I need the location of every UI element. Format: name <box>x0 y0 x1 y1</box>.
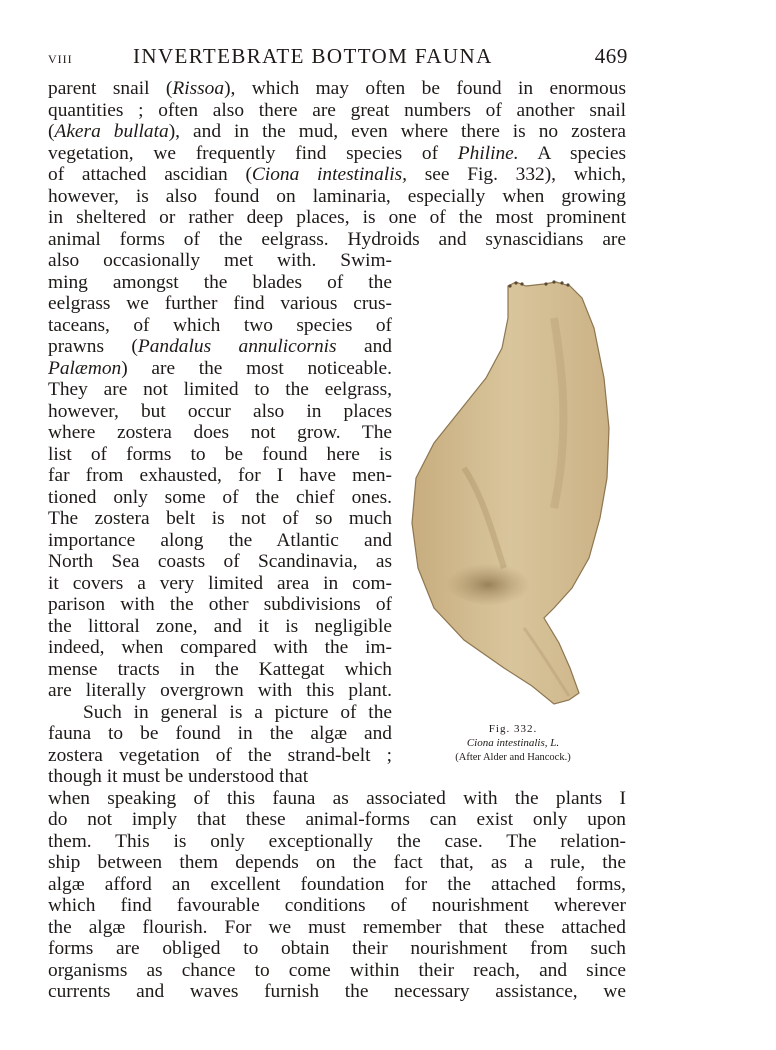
text-line: animal forms of the eelgrass. Hydroids and synascidians are <box>48 228 626 250</box>
ciona-illustration <box>404 268 624 712</box>
text-line: (Akera bullata), and in the mud, even where there is no zostera <box>48 121 627 142</box>
text-line: far from exhausted, for I have men- <box>48 465 392 486</box>
text-line: the littoral zone, and it is negligible <box>48 615 392 637</box>
text-line: it covers a very limited area in com- <box>48 572 392 594</box>
text-line: forms are obliged to obtain their nourishment from such <box>48 938 626 959</box>
running-header <box>48 44 628 72</box>
text-line: tioned only some of the chief ones. <box>48 486 392 508</box>
text-line: currents and waves furnish the necessary assistance, we <box>48 981 626 1002</box>
text-line: parent snail (Rissoa), which may often be found in enormous <box>48 78 626 99</box>
text-line: however, but occur also in places <box>48 400 392 422</box>
text-line: the algæ flourish. For we must remember that these attached <box>48 916 626 938</box>
text-line: North Sea coasts of Scandinavia, as <box>48 551 392 572</box>
text-line: where zostera does not grow. The <box>48 422 392 443</box>
text-line: taceans, of which two species of <box>48 314 392 336</box>
text-line: ship between them depends on the fact that, as a rule, the <box>48 852 626 873</box>
text-line: though it must be understood that <box>48 766 309 787</box>
text-line: eelgrass we further find various crus- <box>48 293 392 314</box>
text-line: fauna to be found in the algæ and <box>48 723 392 744</box>
text-line: however, is also found on laminaria, especially when growing <box>48 185 626 207</box>
text-line: are literally overgrown with this plant. <box>48 680 392 701</box>
text-line: when speaking of this fauna as associated with the plants I <box>48 787 626 809</box>
text-line: indeed, when compared with the im- <box>48 637 392 658</box>
text-line: organisms as chance to come within their reach, and since <box>48 959 626 981</box>
text-line: importance along the Atlantic and <box>48 529 392 551</box>
text-line: Palæmon) are the most noticeable. <box>48 357 392 379</box>
text-line: prawns (Pandalus annulicornis and <box>48 336 392 357</box>
text-line: They are not limited to the eelgrass, <box>48 379 392 400</box>
text-line: The zostera belt is not of so much <box>48 508 392 529</box>
text-line: parison with the other subdivisions of <box>48 594 392 615</box>
text-line: of attached ascidian (Ciona intestinalis, see Fig. 332), which, <box>48 164 626 185</box>
chapter-numeral: VIII <box>48 52 73 66</box>
text-line: mense tracts in the Kattegat which <box>48 658 392 680</box>
running-title: INVERTEBRATE BOTTOM FAUNA <box>133 44 493 68</box>
text-line: also occasionally met with. Swim- <box>48 250 392 271</box>
figure-label: Fig. 332. <box>488 723 538 735</box>
text-line: zostera vegetation of the strand-belt ; <box>48 744 392 766</box>
page-number: 469 <box>594 44 628 68</box>
text-line: do not imply that these animal-forms can exist only upon <box>48 809 626 830</box>
ascidian-body <box>412 282 609 704</box>
text-line: quantities ; often also there are great numbers of another snail <box>48 99 626 121</box>
text-line: them. This is only exceptionally the case. The relation- <box>48 830 626 852</box>
figure-species: Ciona intestinalis, L. <box>466 737 560 749</box>
text-line: ming amongst the blades of the <box>48 271 392 293</box>
figure-credit: (After Alder and Hancock.) <box>455 752 571 763</box>
text-line: Such in general is a picture of the <box>83 701 392 723</box>
text-line: vegetation, we frequently find species of Philine. A species <box>48 142 626 164</box>
text-line: list of forms to be found here is <box>48 443 392 465</box>
text-line: in sheltered or rather deep places, is one of the most prominent <box>48 207 626 228</box>
text-line: algæ afford an excellent foundation for the attached forms, <box>48 873 626 895</box>
text-line: which find favourable conditions of nourishment wherever <box>48 895 626 916</box>
